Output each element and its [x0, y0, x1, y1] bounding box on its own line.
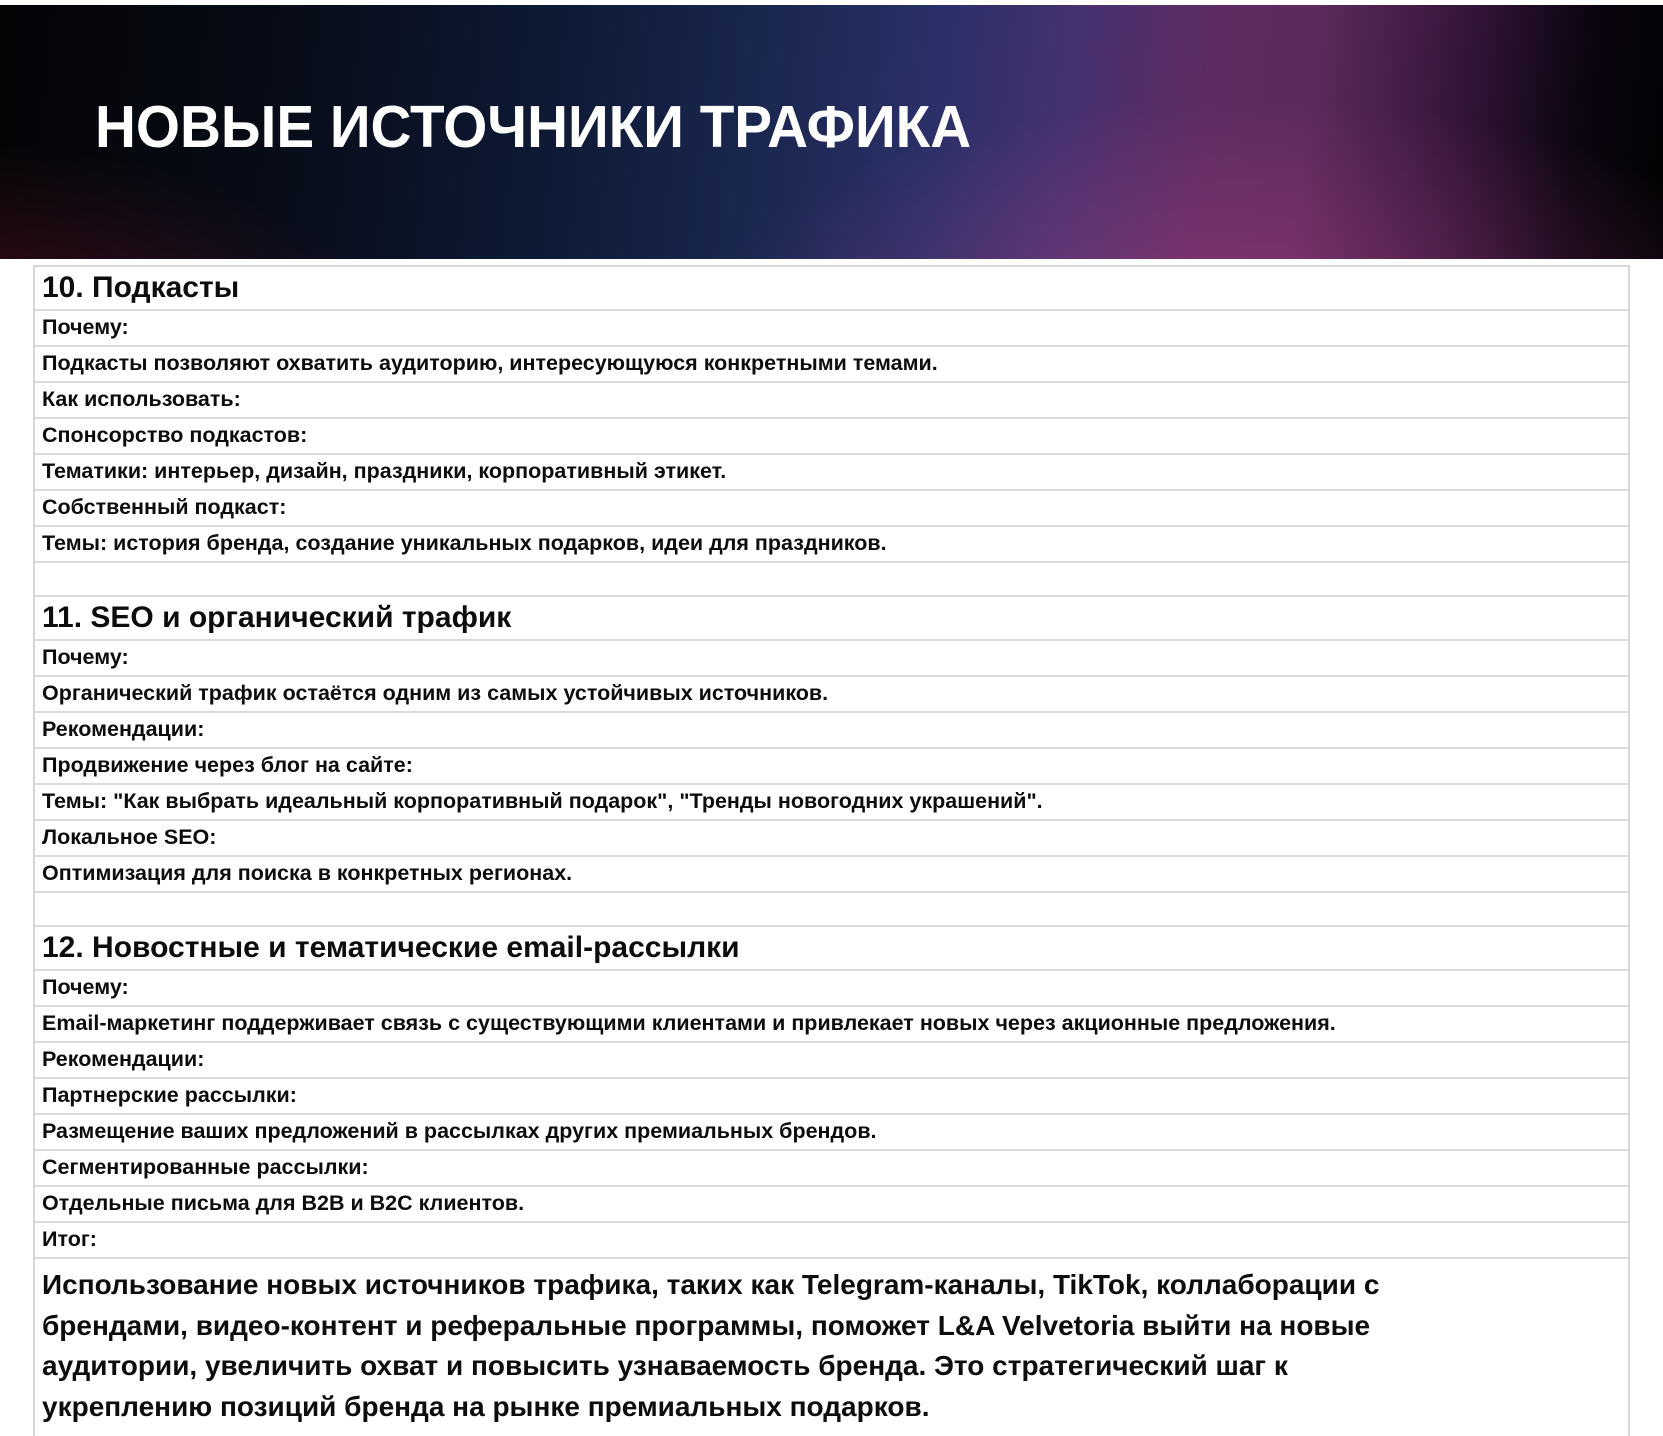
row-text: Темы: "Как выбрать идеальный корпоративный подарок", "Тренды новогодних украшений".: [42, 789, 1043, 814]
table-row: [35, 677, 1628, 713]
summary-paragraph-row: [35, 1259, 1628, 1436]
row-text: Партнерские рассылки:: [42, 1083, 297, 1108]
page-title: НОВЫЕ ИСТОЧНИКИ ТРАФИКА: [95, 94, 972, 160]
header-banner: [0, 5, 1663, 259]
table-row: [35, 1151, 1628, 1187]
row-text: Email-маркетинг поддерживает связь с существующими клиентами и привлекает новых через акционные предложения.: [42, 1011, 1336, 1036]
row-text: 10. Подкасты: [42, 271, 240, 304]
section-heading-row: [35, 927, 1628, 971]
row-text: Отдельные письма для B2B и B2C клиентов.: [42, 1191, 525, 1216]
row-text: Локальное SEO:: [42, 825, 217, 850]
paragraph-line: Использование новых источников трафика, таких как Telegram-каналы, TikTok, коллаборации с: [42, 1269, 1380, 1300]
table-row: [35, 971, 1628, 1007]
spacer-row: [35, 563, 1628, 597]
table-row: [35, 1115, 1628, 1151]
row-text: Оптимизация для поиска в конкретных регионах.: [42, 861, 573, 886]
table-row: [35, 749, 1628, 785]
row-text: Рекомендации:: [42, 1047, 205, 1072]
table-row: [35, 383, 1628, 419]
row-text: Темы: история бренда, создание уникальных подарков, идеи для праздников.: [42, 531, 887, 556]
row-text: 11. SEO и органический трафик: [42, 601, 512, 634]
table-row: [35, 713, 1628, 749]
table-row: [35, 455, 1628, 491]
row-text: Как использовать:: [42, 387, 241, 412]
row-text: Спонсорство подкастов:: [42, 423, 308, 448]
table-row: [35, 857, 1628, 893]
row-text: Органический трафик остаётся одним из самых устойчивых источников.: [42, 681, 829, 706]
table-row: [35, 1007, 1628, 1043]
row-text: Рекомендации:: [42, 717, 205, 742]
paragraph-line: укреплению позиций бренда на рынке премиальных подарков.: [42, 1390, 930, 1422]
row-text: Собственный подкаст:: [42, 495, 287, 520]
table-row: [35, 527, 1628, 563]
table-row: [35, 1043, 1628, 1079]
paragraph-line: аудитории, увеличить охват и повысить узнаваемость бренда. Это стратегический шаг к: [42, 1350, 1288, 1382]
row-text: Почему:: [42, 315, 129, 340]
row-text: Итог:: [42, 1227, 97, 1252]
table-row: [35, 491, 1628, 527]
table-row: [35, 641, 1628, 677]
row-text: Размещение ваших предложений в рассылках других премиальных брендов.: [42, 1119, 877, 1144]
row-text: Продвижение через блог на сайте:: [42, 753, 413, 778]
section-heading-row: [35, 267, 1628, 311]
row-text: Сегментированные рассылки:: [42, 1155, 369, 1180]
table-row: [35, 1223, 1628, 1259]
row-text: Почему:: [42, 975, 129, 1000]
table-row: [35, 311, 1628, 347]
table-row: [35, 785, 1628, 821]
row-text: Тематики: интерьер, дизайн, праздники, корпоративный этикет.: [42, 459, 727, 484]
table-row: [35, 821, 1628, 857]
table-row: [35, 1187, 1628, 1223]
row-text: Подкасты позволяют охватить аудиторию, интересующуюся конкретными темами.: [42, 351, 938, 376]
section-heading-row: [35, 597, 1628, 641]
content-table: [33, 265, 1630, 1436]
table-row: [35, 347, 1628, 383]
paragraph-line: брендами, видео-контент и реферальные программы, поможет L&A Velvetoria выйти на новые: [42, 1309, 1371, 1341]
table-row: [35, 1079, 1628, 1115]
row-text: Почему:: [42, 645, 129, 670]
row-text: 12. Новостные и тематические email-рассылки: [42, 931, 740, 964]
spacer-row: [35, 893, 1628, 927]
table-row: [35, 419, 1628, 455]
